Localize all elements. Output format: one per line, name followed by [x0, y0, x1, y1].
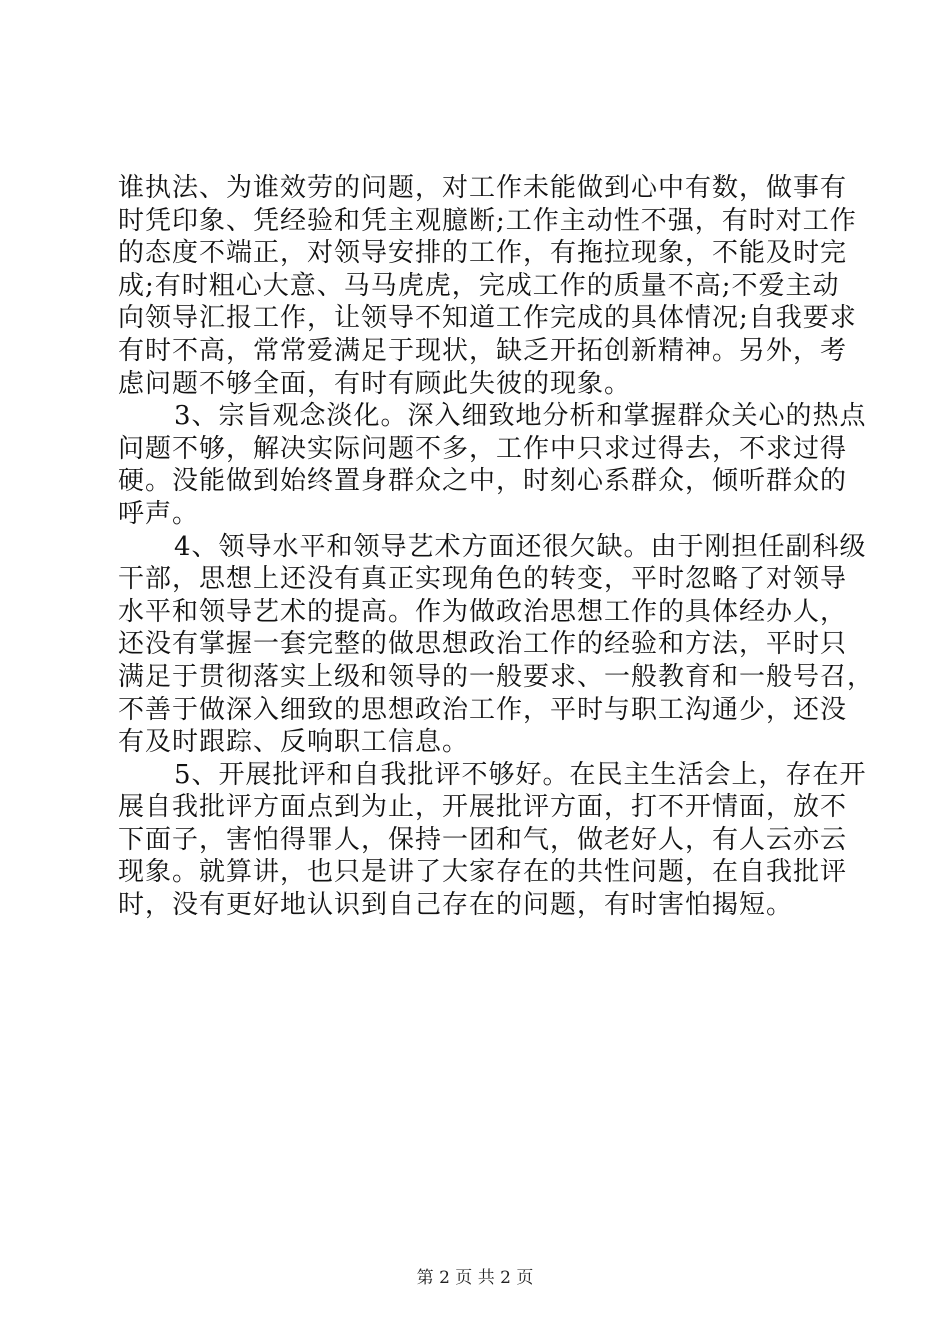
paragraph-5 — [118, 759, 867, 922]
text-line: 时，没有更好地认识到自己存在的问题，有时害怕揭短。 — [118, 890, 794, 921]
text-line: 有时不高，常常爱满足于现状，缺乏开拓创新精神。另外，考 — [118, 335, 848, 366]
text-line: 现象。就算讲，也只是讲了大家存在的共性问题，在自我批评 — [118, 857, 848, 888]
text-line: 水平和领导艺术的提高。作为做政治思想工作的具体经办人， — [118, 596, 848, 627]
text-line: 时凭印象、凭经验和凭主观臆断;工作主动性不强，有时对工作 — [118, 205, 857, 236]
text-line: 问题不够，解决实际问题不多，工作中只求过得去，不求过得 — [118, 433, 848, 464]
text-line: 有及时跟踪、反响职工信息。 — [118, 727, 470, 758]
text-line: 3、宗旨观念淡化。深入细致地分析和掌握群众关心的热点 — [174, 401, 867, 432]
paragraph-3 — [118, 400, 867, 530]
text-line: 满足于贯彻落实上级和领导的一般要求、一般教育和一般号召， — [118, 661, 875, 692]
text-line: 下面子，害怕得罪人，保持一团和气，做老好人，有人云亦云 — [118, 824, 848, 855]
text-line: 的态度不端正，对领导安排的工作，有拖拉现象，不能及时完 — [118, 238, 848, 269]
text-line: 不善于做深入细致的思想政治工作，平时与职工沟通少，还没 — [118, 694, 848, 725]
page-number-footer: 第 2 页 共 2 页 — [416, 1268, 534, 1288]
text-line: 展自我批评方面点到为止，开展批评方面，打不开情面，放不 — [118, 792, 848, 823]
text-line: 谁执法、为谁效劳的问题，对工作未能做到心中有数，做事有 — [118, 173, 848, 203]
text-line: 还没有掌握一套完整的做思想政治工作的经验和方法，平时只 — [118, 629, 848, 660]
text-line: 硬。没能做到始终置身群众之中，时刻心系群众，倾听群众的 — [118, 466, 848, 497]
text-line: 呼声。 — [118, 498, 200, 529]
text-line: 4、领导水平和领导艺术方面还很欠缺。由于刚担任副科级 — [174, 531, 867, 562]
paragraph-4 — [118, 531, 875, 759]
text-line: 成;有时粗心大意、马马虎虎，完成工作的质量不高;不爱主动 — [118, 270, 840, 301]
text-line: 5、开展批评和自我批评不够好。在民主生活会上，存在开 — [174, 759, 867, 790]
text-line: 虑问题不够全面，有时有顾此失彼的现象。 — [118, 368, 632, 399]
document-body — [118, 172, 875, 922]
text-line: 向领导汇报工作，让领导不知道工作完成的具体情况;自我要求 — [118, 303, 857, 334]
text-line: 干部，思想上还没有真正实现角色的转变，平时忽略了对领导 — [118, 564, 848, 595]
paragraph-2-continuation — [118, 172, 857, 400]
